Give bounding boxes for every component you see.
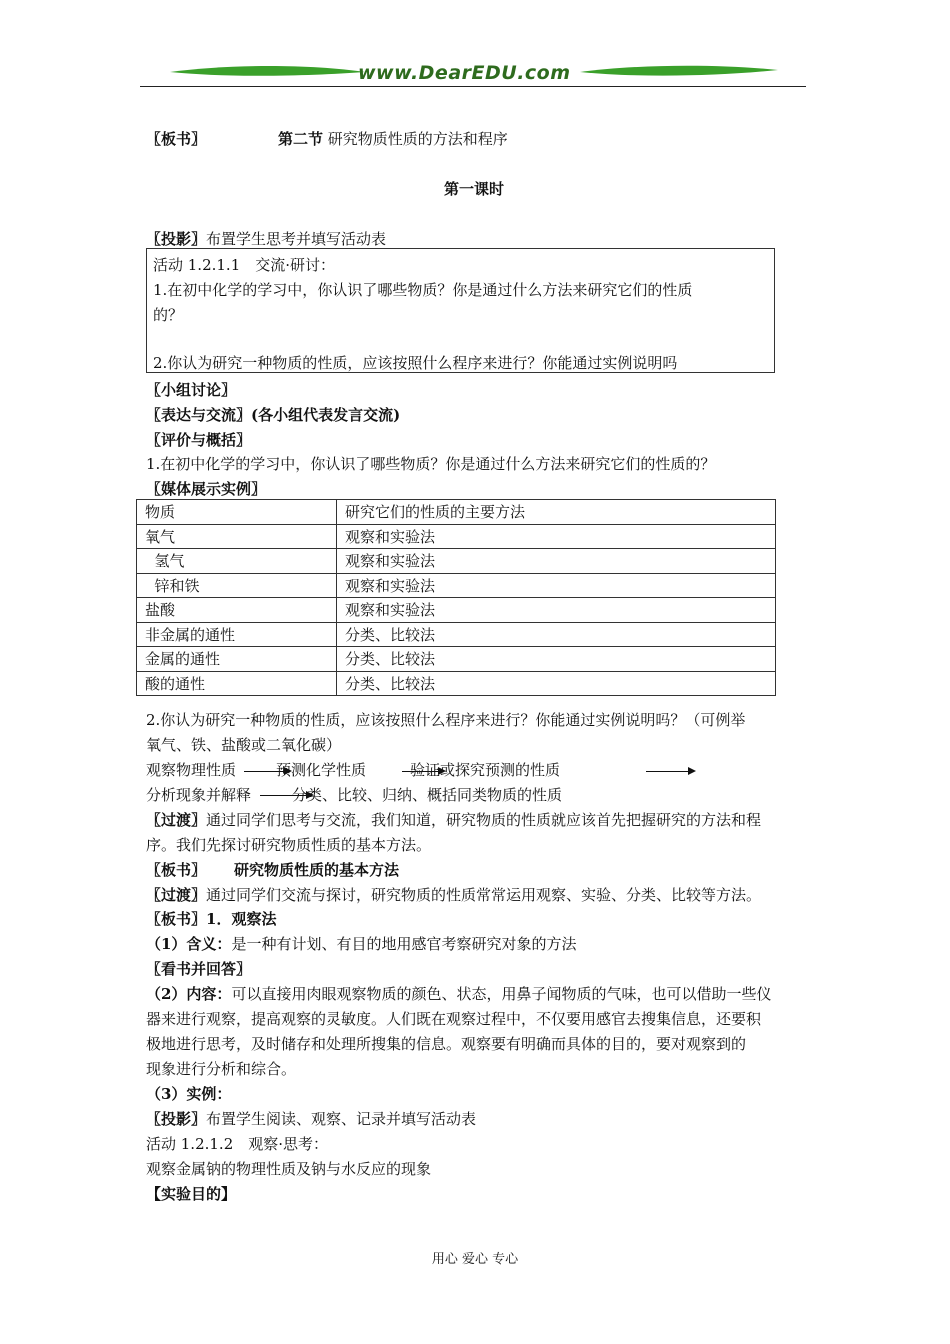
transition-1-line2: 序。我们先探讨研究物质性质的基本方法。 [146, 836, 432, 854]
table-row [137, 671, 776, 696]
substance-cell: 非金属的通性 [137, 622, 337, 647]
method-cell: 观察和实验法 [337, 573, 776, 598]
flow-step-classify: 分类、比较、归纳、概括同类物质的性质 [292, 786, 563, 804]
experiment-purpose: 【实验目的】 [146, 1185, 237, 1203]
substance-cell: 氢气 [137, 549, 337, 574]
content-line1 [146, 983, 771, 1004]
transition-tag: 〖过渡〗 [146, 886, 207, 904]
table-row [137, 573, 776, 598]
arrow-right-icon [646, 771, 694, 772]
evaluate-summary: 〖评价与概括〗 [146, 431, 252, 449]
section-title [278, 128, 508, 149]
page-footer: 用心 爱心 专心 [431, 1252, 519, 1267]
table-row [137, 549, 776, 574]
group-discuss: 〖小组讨论〗 [146, 381, 237, 399]
substance-cell: 物质 [137, 500, 337, 525]
substance-cell: 酸的通性 [137, 671, 337, 696]
example-label: （3）实例： [146, 1085, 232, 1103]
activity-box [146, 248, 775, 373]
table-header-row [137, 500, 776, 525]
activity-question-2: 2.你认为研究一种物质的性质，应该按照什么程序来进行？你能通过实例说明吗 [153, 354, 678, 372]
content-line4: 现象进行分析和综合。 [146, 1060, 297, 1078]
question-1: 1.在初中化学的学习中，你认识了哪些物质？你是通过什么方法来研究它们的性质的？ [146, 455, 716, 473]
method-cell: 观察和实验法 [337, 524, 776, 549]
projection-line-2 [146, 1108, 476, 1129]
board-title: 1．观察法 [206, 910, 277, 928]
method-cell: 研究它们的性质的主要方法 [337, 500, 776, 525]
section-title-text: 研究物质性质的方法和程序 [323, 130, 508, 148]
projection-text: 布置学生思考并填写活动表 [206, 230, 387, 248]
activity-title: 活动 1.2.1.1 交流·研讨： [153, 256, 336, 274]
board-line-3 [146, 908, 276, 929]
observe-sodium: 观察金属钠的物理性质及钠与水反应的现象 [146, 1160, 432, 1178]
transition-2 [146, 884, 761, 905]
media-example: 〖媒体展示实例〗 [146, 480, 267, 498]
express-exchange: 〖表达与交流〗(各小组代表发言交流) [146, 406, 401, 424]
table-row [137, 622, 776, 647]
table-row [137, 598, 776, 623]
projection-text: 布置学生阅读、观察、记录并填写活动表 [206, 1110, 477, 1128]
question-2-line2: 氧气、铁、盐酸或二氧化碳） [146, 736, 342, 754]
question-2-line1: 2.你认为研究一种物质的性质，应该按照什么程序来进行？你能通过实例说明吗？（可例举 [146, 711, 746, 729]
lesson-title: 第一课时 [444, 180, 505, 198]
substance-cell: 锌和铁 [137, 573, 337, 598]
transition-text: 通过同学们思考与交流，我们知道，研究物质的性质就应该首先把握研究的方法和程 [206, 811, 762, 829]
substance-cell: 氧气 [137, 524, 337, 549]
activity-2-title: 活动 1.2.1.2 观察·思考： [146, 1135, 329, 1153]
content-text: 可以直接用肉眼观察物质的颜色、状态，用鼻子闻物质的气味，也可以借助一些仪 [231, 985, 772, 1003]
projection-tag: 〖投影〗 [146, 1110, 207, 1128]
content-line3: 极地进行思考，及时储存和处理所搜集的信息。观察要有明确而具体的目的，要对观察到的 [146, 1035, 747, 1053]
board-tag: 〖板书〗 [146, 910, 207, 928]
method-cell: 分类、比较法 [337, 622, 776, 647]
activity-question-1-cont: 的？ [153, 306, 184, 324]
content-line2: 器来进行观察，提高观察的灵敏度。人们既在观察过程中，不仅要用感官去搜集信息，还要积 [146, 1010, 762, 1028]
table-row [137, 524, 776, 549]
substance-cell: 金属的通性 [137, 647, 337, 672]
substance-cell: 盐酸 [137, 598, 337, 623]
transition-text: 通过同学们交流与探讨，研究物质的性质常常运用观察、实验、分类、比较等方法。 [206, 886, 762, 904]
method-cell: 分类、比较法 [337, 647, 776, 672]
section-number: 第二节 [278, 130, 324, 148]
board-line-2 [146, 859, 399, 880]
read-and-answer: 〖看书并回答〗 [146, 960, 252, 978]
transition-1-line1 [146, 809, 761, 830]
definition-line [146, 933, 576, 954]
content-label: （2）内容： [146, 985, 232, 1003]
header-rule [140, 86, 806, 87]
definition-label: （1）含义： [146, 935, 232, 953]
board-tag: 〖板书〗 [146, 861, 207, 879]
flow-step-analyze: 分析现象并解释 [146, 786, 252, 804]
flow-step-predict: 预测化学性质 [276, 761, 367, 779]
site-logo: www.DearEDU.com [358, 62, 571, 84]
definition-text: 是一种有计划、有目的地用感官考察研究对象的方法 [231, 935, 577, 953]
method-cell: 分类、比较法 [337, 671, 776, 696]
board-tag: 〖板书〗 [146, 130, 207, 148]
flow-step-verify: 验证或探究预测的性质 [410, 761, 561, 779]
method-cell: 观察和实验法 [337, 598, 776, 623]
methods-table [136, 499, 776, 696]
activity-question-1: 1.在初中化学的学习中，你认识了哪些物质？你是通过什么方法来研究它们的性质 [153, 281, 693, 299]
board-title: 研究物质性质的基本方法 [234, 861, 400, 879]
projection-line [146, 228, 386, 249]
transition-tag: 〖过渡〗 [146, 811, 207, 829]
method-cell: 观察和实验法 [337, 549, 776, 574]
table-row [137, 647, 776, 672]
flow-step-observe: 观察物理性质 [146, 761, 237, 779]
projection-tag: 〖投影〗 [146, 230, 207, 248]
